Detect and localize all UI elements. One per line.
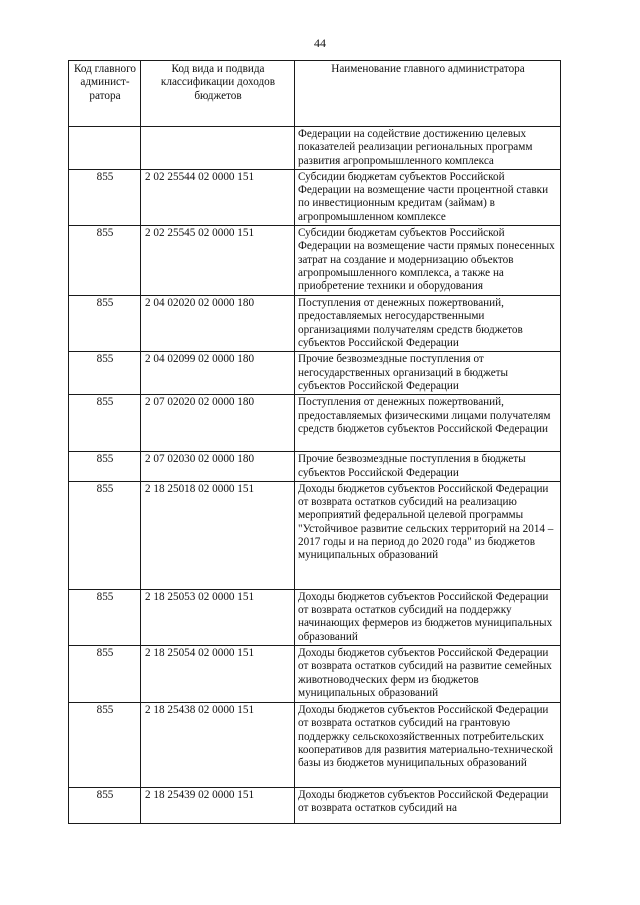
cell-admin-name: Доходы бюджетов субъектов Российской Федерации от возврата остатков субсидий на: [295, 788, 561, 824]
table-row: [69, 395, 561, 452]
cell-admin-name: Доходы бюджетов субъектов Российской Федерации от возврата остатков субсидий на реализацию мероприятий федеральной целевой программы "Устойчивое развитие сельских территорий на 2014 – 2017 годы и на период до 2020 года" из бюджетов муниципальных образований: [295, 481, 561, 589]
table-header-row: [69, 61, 561, 127]
table-row: [69, 703, 561, 788]
revenue-table: [68, 60, 561, 824]
header-admin-name: Наименование главного администратора: [295, 61, 561, 127]
table-row: [69, 452, 561, 482]
cell-admin-code: 855: [69, 646, 141, 703]
cell-revenue-code: 2 02 25544 02 0000 151: [141, 169, 295, 225]
cell-admin-name: Доходы бюджетов субъектов Российской Федерации от возврата остатков субсидий на грантовую поддержку сельскохозяйственных потребительских кооперативов для развития материально-технической базы из бюджетов муниципальных образований: [295, 703, 561, 788]
cell-admin-code: 855: [69, 703, 141, 788]
cell-admin-name: Прочие безвозмездные поступления от негосударственных организаций в бюджеты субъектов Российской Федерации: [295, 352, 561, 395]
cell-admin-code: 855: [69, 395, 141, 452]
cell-revenue-code: 2 02 25545 02 0000 151: [141, 226, 295, 296]
table-row: [69, 127, 561, 170]
cell-admin-name: Поступления от денежных пожертвований, предоставляемых физическими лицами получателям средств бюджетов субъектов Российской Федерации: [295, 395, 561, 452]
cell-admin-code: 855: [69, 452, 141, 482]
table-row: [69, 788, 561, 824]
table-row: [69, 169, 561, 225]
cell-admin-code: 855: [69, 352, 141, 395]
cell-revenue-code: 2 18 25053 02 0000 151: [141, 589, 295, 645]
cell-revenue-code: 2 18 25018 02 0000 151: [141, 481, 295, 589]
cell-admin-code: 855: [69, 226, 141, 296]
cell-revenue-code: [141, 127, 295, 170]
cell-revenue-code: 2 07 02030 02 0000 180: [141, 452, 295, 482]
cell-admin-name: Субсидии бюджетам субъектов Российской Федерации на возмещение части процентной ставки по инвестиционным кредитам (займам) в агропромышленном комплексе: [295, 169, 561, 225]
table-row: [69, 352, 561, 395]
table-row: [69, 589, 561, 645]
table-row: [69, 481, 561, 589]
cell-revenue-code: 2 04 02099 02 0000 180: [141, 352, 295, 395]
header-revenue-code: Код вида и подвида классификации доходов бюджетов: [141, 61, 295, 127]
cell-revenue-code: 2 18 25439 02 0000 151: [141, 788, 295, 824]
table-row: [69, 226, 561, 296]
cell-admin-code: 855: [69, 788, 141, 824]
cell-admin-name: Субсидии бюджетам субъектов Российской Федерации на возмещение части прямых понесенных затрат на создание и модернизацию объектов агропромышленного комплекса, а также на приобретение техники и оборудования: [295, 226, 561, 296]
cell-admin-code: 855: [69, 481, 141, 589]
table-row: [69, 646, 561, 703]
cell-revenue-code: 2 04 02020 02 0000 180: [141, 296, 295, 352]
cell-admin-code: 855: [69, 589, 141, 645]
cell-revenue-code: 2 18 25438 02 0000 151: [141, 703, 295, 788]
table-row: [69, 296, 561, 352]
cell-admin-name: Федерации на содействие достижению целевых показателей реализации региональных программ развития агропромышленного комплекса: [295, 127, 561, 170]
page-number: 44: [314, 36, 326, 50]
cell-admin-code: 855: [69, 169, 141, 225]
cell-revenue-code: 2 18 25054 02 0000 151: [141, 646, 295, 703]
cell-admin-name: Поступления от денежных пожертвований, предоставляемых негосударственными организациями получателям средств бюджетов субъектов Российской Федерации: [295, 296, 561, 352]
cell-admin-code: 855: [69, 296, 141, 352]
cell-admin-code: [69, 127, 141, 170]
header-admin-code: Код главного админист-ратора: [69, 61, 141, 127]
cell-admin-name: Доходы бюджетов субъектов Российской Федерации от возврата остатков субсидий на поддержку начинающих фермеров из бюджетов муниципальных образований: [295, 589, 561, 645]
cell-revenue-code: 2 07 02020 02 0000 180: [141, 395, 295, 452]
cell-admin-name: Доходы бюджетов субъектов Российской Федерации от возврата остатков субсидий на развитие семейных животноводческих ферм из бюджетов муниципальных образований: [295, 646, 561, 703]
cell-admin-name: Прочие безвозмездные поступления в бюджеты субъектов Российской Федерации: [295, 452, 561, 482]
